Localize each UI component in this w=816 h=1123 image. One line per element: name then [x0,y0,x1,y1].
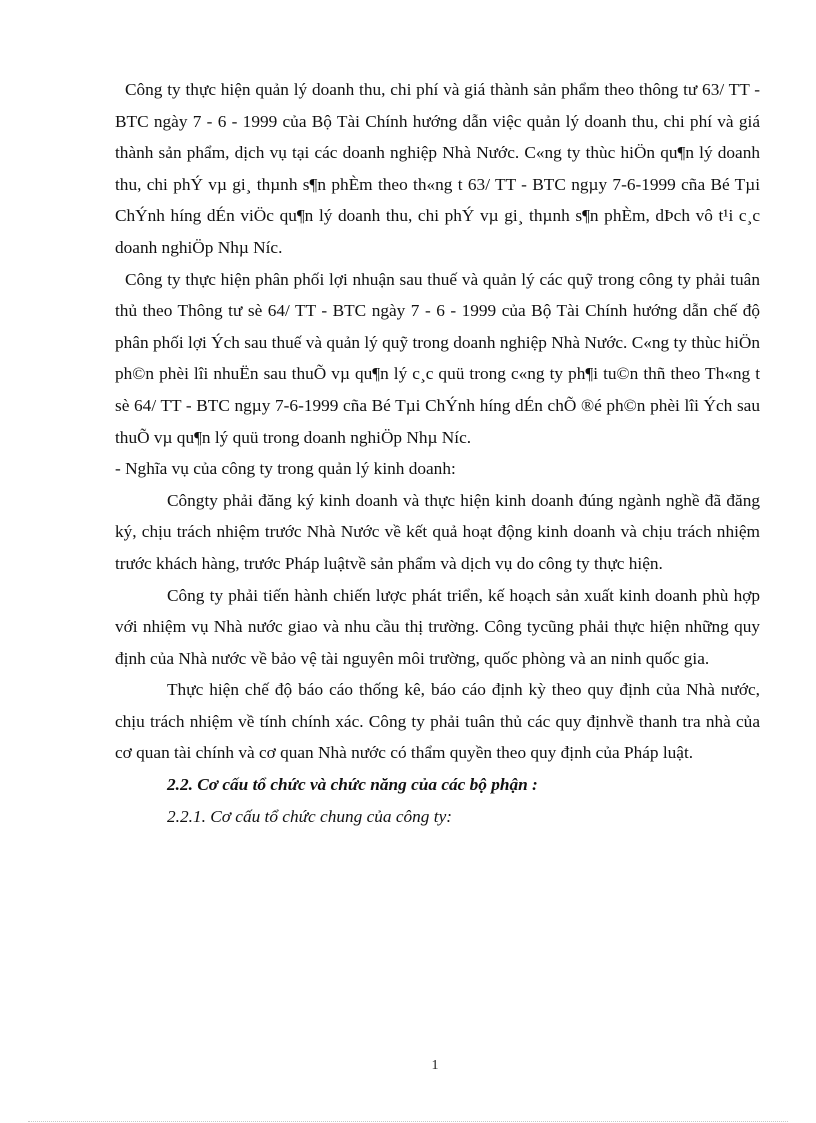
page-number: 1 [431,1058,439,1073]
paragraph-profit-distribution: Công ty thực hiện phân phối lợi nhuận sau thuế và quản lý các quỹ trong công ty phải tuân thủ theo Thông tư sè 64/ TT - BTC ngày 7 - 6 - 1999 của Bộ Tài Chính hướng dẫn chế độ phân phối lợi Ých sau thuế và quản lý quỹ trong doanh nghiệp Nhà Nước. C«ng ty thùc hiÖn ph©n phèi lîi nhuËn sau thuÕ vµ qu¶n lý c¸c quü trong c«ng ty ph¶i tu©n thñ theo Th«ng t sè 64/ TT - BTC ngµy 7-6-1999 cña Bé Tµi ChÝnh híng dÉn chÕ ®é ph©n phèi lîi Ých sau thuÕ vµ qu¶n lý quü trong doanh nghiÖp Nhµ Níc. [115,269,760,447]
document-body [115,74,760,832]
subsection-heading: 2.2.1. Cơ cấu tổ chức chung của công ty: [167,806,452,826]
paragraph-development-strategy: Công ty phải tiến hành chiến lược phát triển, kế hoạch sản xuất kinh doanh phù hợp với nhiệm vụ Nhà nước giao và nhu cầu thị trường. Công tycũng phải thực hiện những quy định của Nhà nước về bảo vệ tài nguyên môi trường, quốc phòng và an ninh quốc gia. [115,585,760,668]
paragraph-reporting: Thực hiện chế độ báo cáo thống kê, báo cáo định kỳ theo quy định của Nhà nước, chịu trách nhiệm về tính chính xác. Công ty phải tuân thủ các quy địnhvề thanh tra nhà của cơ quan tài chính và cơ quan Nhà nước có thẩm quyền theo quy định của Pháp luật. [115,680,760,763]
paragraph-business-registration: Côngty phải đăng ký kinh doanh và thực hiện kinh doanh đúng ngành nghề đã đăng ký, chịu trách nhiệm trước Nhà Nước về kết quả hoạt động kinh doanh và chịu trách nhiệm trước khách hàng, trước Pháp luậtvề sản phẩm và dịch vụ do công ty thực hiện. [115,490,760,573]
section-heading: 2.2. Cơ cấu tổ chức và chức năng của các bộ phận : [167,775,538,795]
page-bottom-divider [28,1121,788,1122]
paragraph-revenue-management: Công ty thực hiện quản lý doanh thu, chi phí và giá thành sản phẩm theo thông tư 63/ TT - BTC ngày 7 - 6 - 1999 của Bộ Tài Chính hướng dẫn việc quản lý doanh thu, chi phí và giá thành sản phẩm, dịch vụ tại các doanh nghiệp Nhà Nước. C«ng ty thùc hiÖn qu¶n lý doanh thu, chi phÝ vµ gi¸ thµnh s¶n phÈm theo th«ng t 63/ TT - BTC ngµy 7-6-1999 cña Bé Tµi ChÝnh híng dÉn viÖc qu¶n lý doanh thu, chi phÝ vµ gi¸ thµnh s¶n phÈm, dÞch vô t¹i c¸c doanh nghiÖp Nhµ Níc. [115,80,760,257]
paragraph-obligations-intro: - Nghĩa vụ của công ty trong quản lý kinh doanh: [115,459,456,479]
